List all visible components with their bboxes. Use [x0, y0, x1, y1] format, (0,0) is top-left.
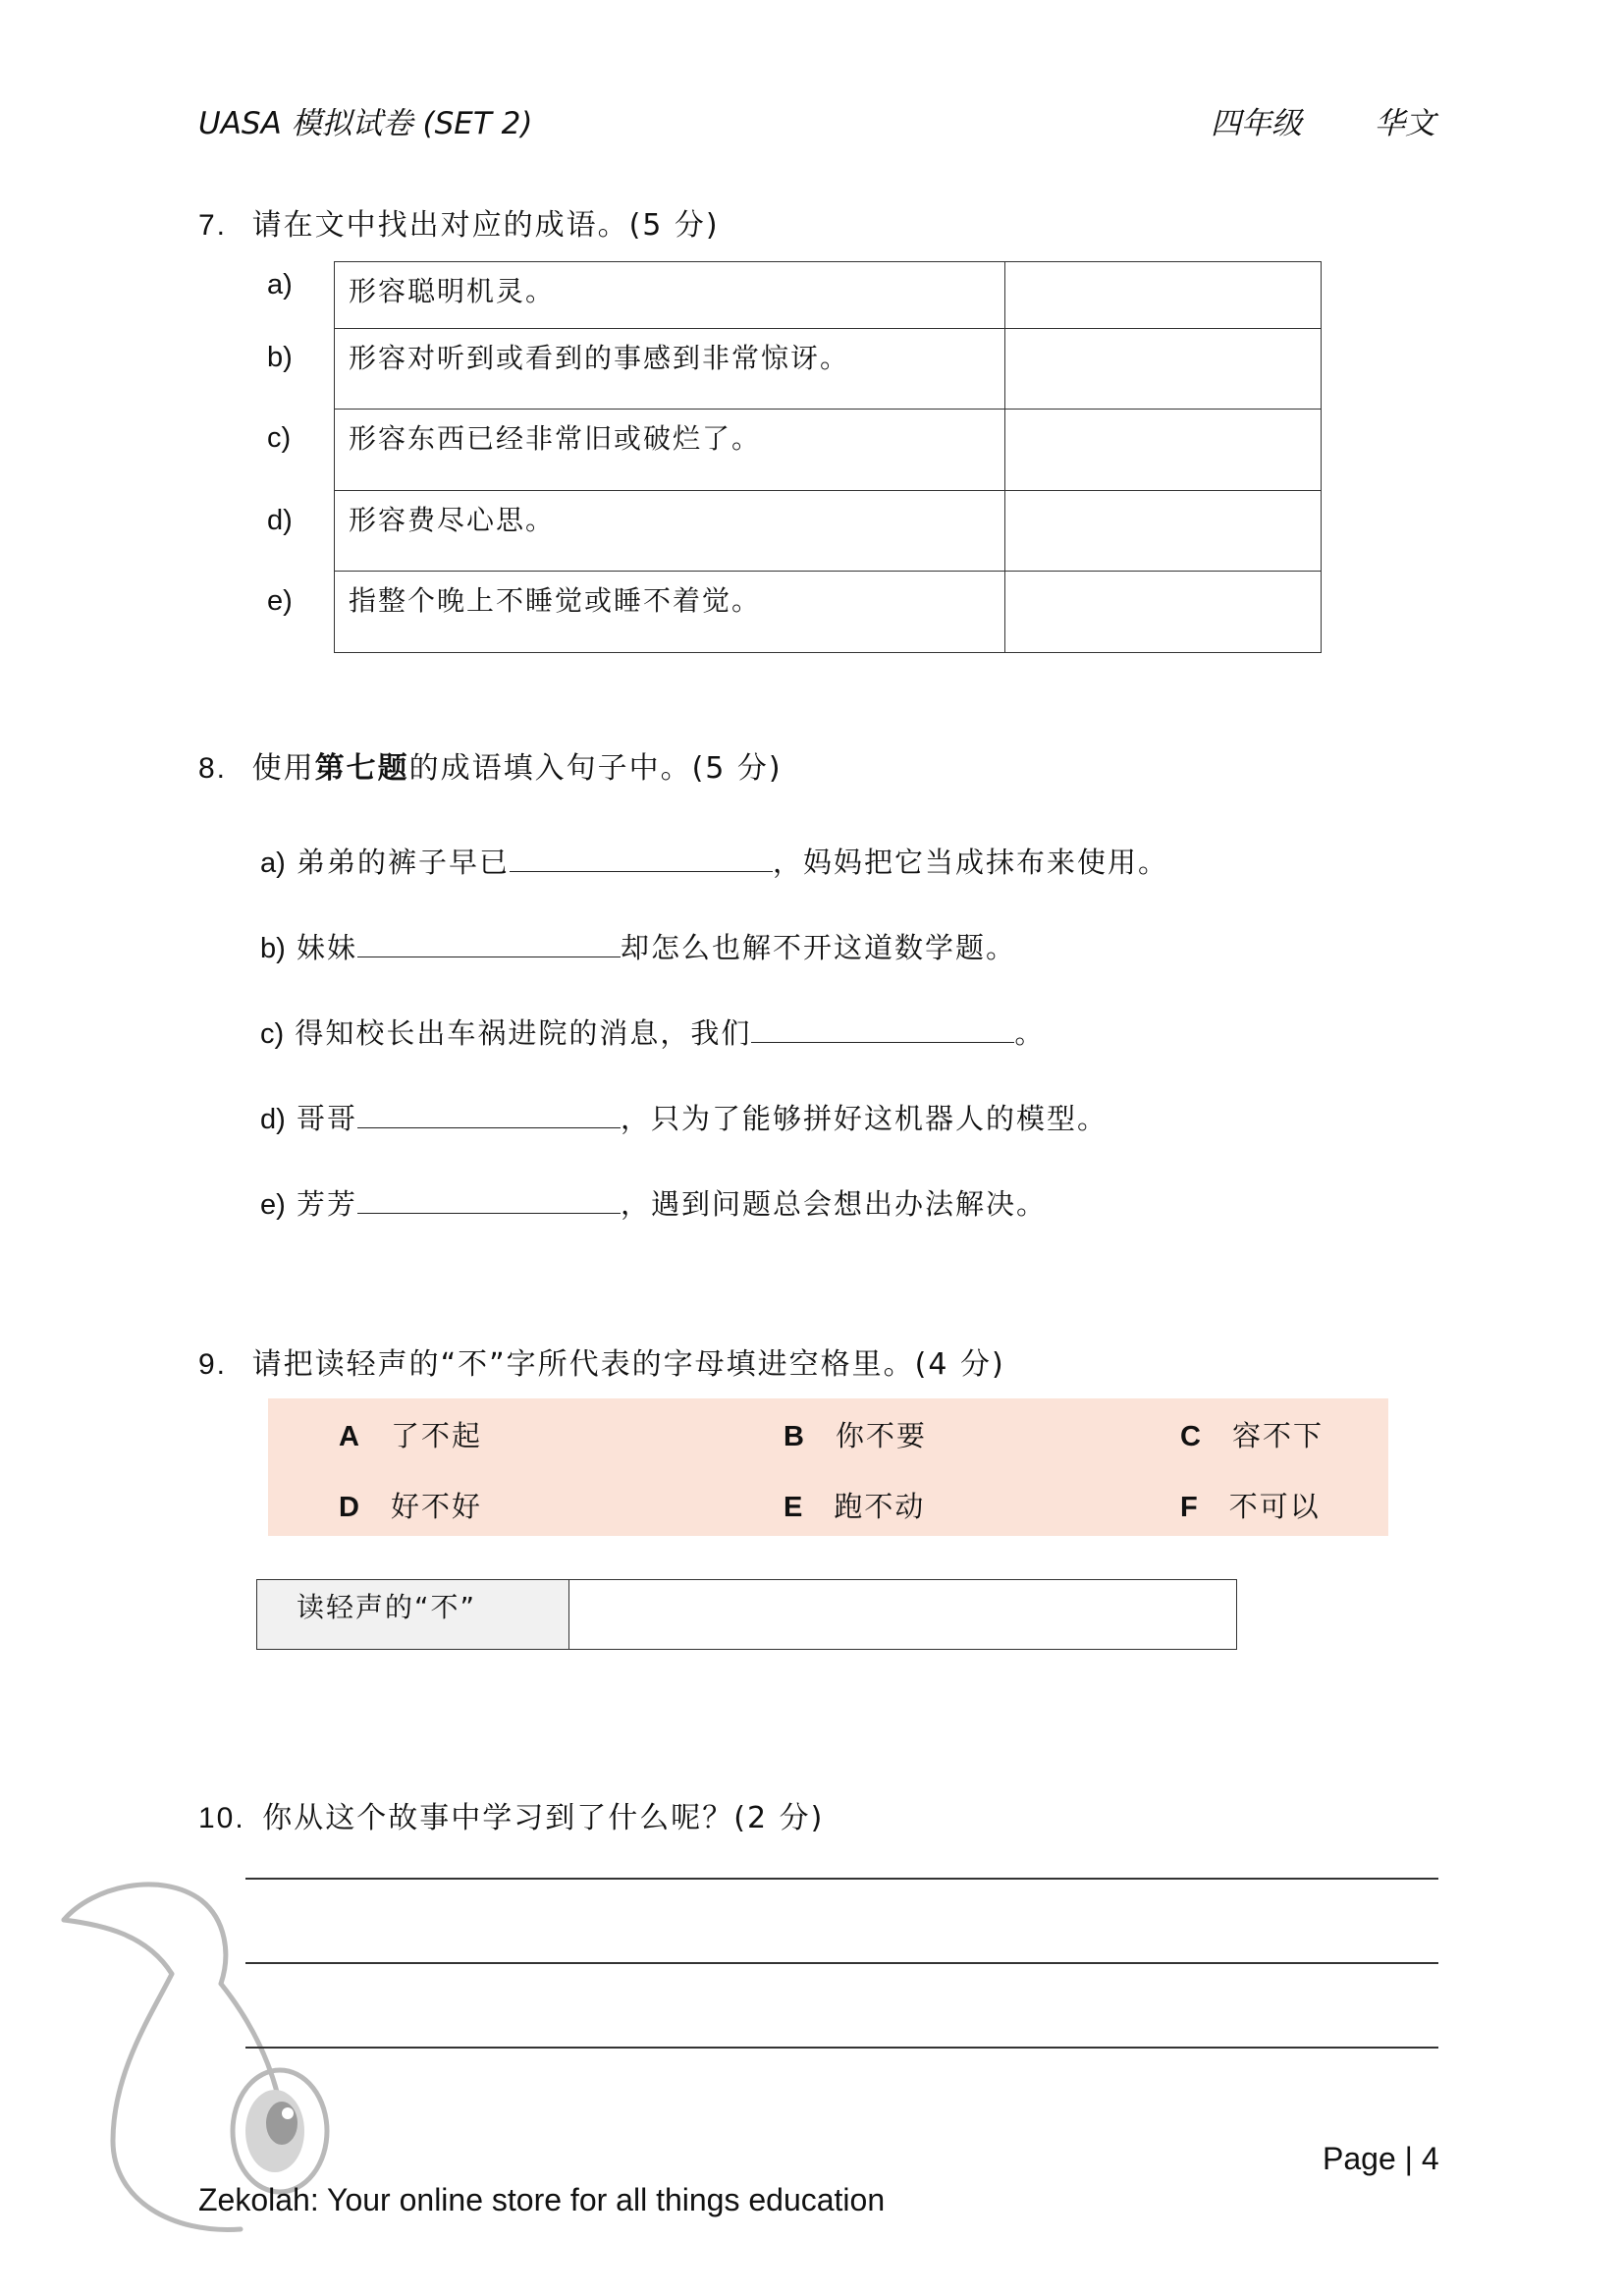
- q9-title: [198, 1339, 1005, 1383]
- footer-store-text: Zekolah: Your online store for all things education: [198, 2182, 886, 2217]
- header-subject: 华文: [1375, 106, 1435, 141]
- table-row: [335, 410, 1322, 491]
- q8-sentence-label: a): [260, 847, 286, 879]
- q9-answer-box[interactable]: [569, 1580, 1237, 1650]
- table-row: [335, 572, 1322, 653]
- q7-table: [334, 261, 1322, 653]
- q9-option-letter: E: [784, 1492, 803, 1523]
- q7-description: 指整个晚上不睡觉或睡不着觉。: [335, 572, 1005, 653]
- q8-number: 8.: [198, 752, 228, 785]
- q9-option-text: 容不下: [1231, 1419, 1324, 1452]
- q7-row-label: b): [267, 342, 293, 373]
- q9-option-text: 了不起: [390, 1419, 482, 1452]
- q8-sentence-after: 。: [1014, 1016, 1046, 1050]
- table-row: [335, 262, 1322, 329]
- q8-prompt-post: 的成语填入句子中。(5 分): [408, 751, 783, 786]
- table-row: [335, 491, 1322, 572]
- q9-option-letter: C: [1180, 1421, 1201, 1452]
- q7-row-label: a): [267, 269, 293, 301]
- q10-prompt: 你从这个故事中学习到了什么呢？(2 分): [262, 1801, 825, 1835]
- page-number: Page | 4: [1323, 2141, 1439, 2176]
- q8-sentence-before: 弟弟的裤子早已: [297, 846, 511, 879]
- q9-option-letter: F: [1180, 1492, 1198, 1523]
- q8-prompt-bold: 第七题: [314, 751, 409, 786]
- header-exam-title: UASA 模拟试卷 (SET 2): [198, 106, 533, 141]
- q7-row-label: d): [267, 505, 293, 536]
- q7-answer-cell[interactable]: [1005, 410, 1322, 491]
- q8-title: [198, 743, 783, 787]
- q7-answer-cell[interactable]: [1005, 572, 1322, 653]
- q9-answer-label: 读轻声的“不”: [257, 1580, 569, 1650]
- q9-option-letter: B: [784, 1421, 804, 1452]
- q10-answer-line[interactable]: [245, 2047, 1438, 2049]
- q9-answer-table: [256, 1579, 1237, 1650]
- q8-sentence-after: ，妈妈把它当成抹布来使用。: [773, 846, 1169, 879]
- q10-answer-line[interactable]: [245, 1878, 1438, 1880]
- q8-sentence-before: 妹妹: [297, 931, 358, 964]
- q8-sentence-after: ，只为了能够拼好这机器人的模型。: [621, 1102, 1108, 1135]
- q8-sentence: [260, 841, 1168, 881]
- q8-sentence-label: c): [260, 1018, 285, 1050]
- q7-answer-cell[interactable]: [1005, 262, 1322, 329]
- q9-option-letter: D: [339, 1492, 359, 1523]
- q10-number: 10.: [198, 1802, 245, 1834]
- header-grade: 四年级: [1211, 106, 1302, 141]
- q9-prompt: 请把读轻声的“不”字所代表的字母填进空格里。(4 分): [251, 1347, 1005, 1382]
- q9-option-letter: A: [339, 1421, 359, 1452]
- q10-answer-line[interactable]: [245, 1962, 1438, 1964]
- q7-row-label: e): [267, 585, 293, 617]
- q8-sentence-after: ，遇到问题总会想出办法解决。: [621, 1187, 1048, 1221]
- q9-option: [784, 1485, 925, 1525]
- q8-prompt-pre: 使用: [251, 751, 315, 786]
- q8-sentence-after: 却怎么也解不开这道数学题。: [621, 931, 1017, 964]
- q7-title: [198, 200, 720, 244]
- table-row: [335, 329, 1322, 410]
- q8-sentence-before: 得知校长出车祸进院的消息，我们: [295, 1016, 752, 1050]
- q8-sentence-before: 芳芳: [297, 1187, 358, 1221]
- q7-description: 形容费尽心思。: [335, 491, 1005, 572]
- q8-sentence-label: d): [260, 1104, 286, 1135]
- q9-option: [339, 1485, 482, 1525]
- q9-option: [339, 1414, 482, 1454]
- q7-row-label: c): [267, 422, 292, 454]
- q8-sentence: [260, 1182, 1047, 1223]
- q8-sentence: [260, 1097, 1108, 1137]
- q8-sentence-before: 哥哥: [297, 1102, 358, 1135]
- q8-sentence-label: b): [260, 933, 286, 964]
- q8-answer-blank[interactable]: [357, 1106, 621, 1128]
- q7-answer-cell[interactable]: [1005, 329, 1322, 410]
- q9-option: [1180, 1414, 1324, 1454]
- q7-description: 形容聪明机灵。: [335, 262, 1005, 329]
- q8-answer-blank[interactable]: [510, 849, 773, 872]
- q9-option-text: 不可以: [1228, 1490, 1321, 1523]
- q7-description: 形容对听到或看到的事感到非常惊讶。: [335, 329, 1005, 410]
- table-row: [257, 1580, 1237, 1650]
- q9-number: 9.: [198, 1348, 228, 1381]
- q7-answer-cell[interactable]: [1005, 491, 1322, 572]
- q8-sentence: [260, 1011, 1045, 1052]
- q9-option-text: 跑不动: [834, 1490, 926, 1523]
- q7-number: 7.: [198, 209, 228, 242]
- q8-answer-blank[interactable]: [357, 935, 621, 957]
- q7-prompt: 请在文中找出对应的成语。(5 分): [251, 208, 720, 243]
- q9-option-text: 你不要: [835, 1419, 927, 1452]
- q9-option-text: 好不好: [390, 1490, 482, 1523]
- q9-option: [1180, 1485, 1321, 1525]
- q8-sentence: [260, 926, 1016, 966]
- q7-description: 形容东西已经非常旧或破烂了。: [335, 410, 1005, 491]
- q8-answer-blank[interactable]: [751, 1020, 1014, 1043]
- q10-title: [198, 1793, 824, 1836]
- q9-option: [784, 1414, 927, 1454]
- q8-answer-blank[interactable]: [357, 1191, 621, 1214]
- q8-sentence-label: e): [260, 1189, 286, 1221]
